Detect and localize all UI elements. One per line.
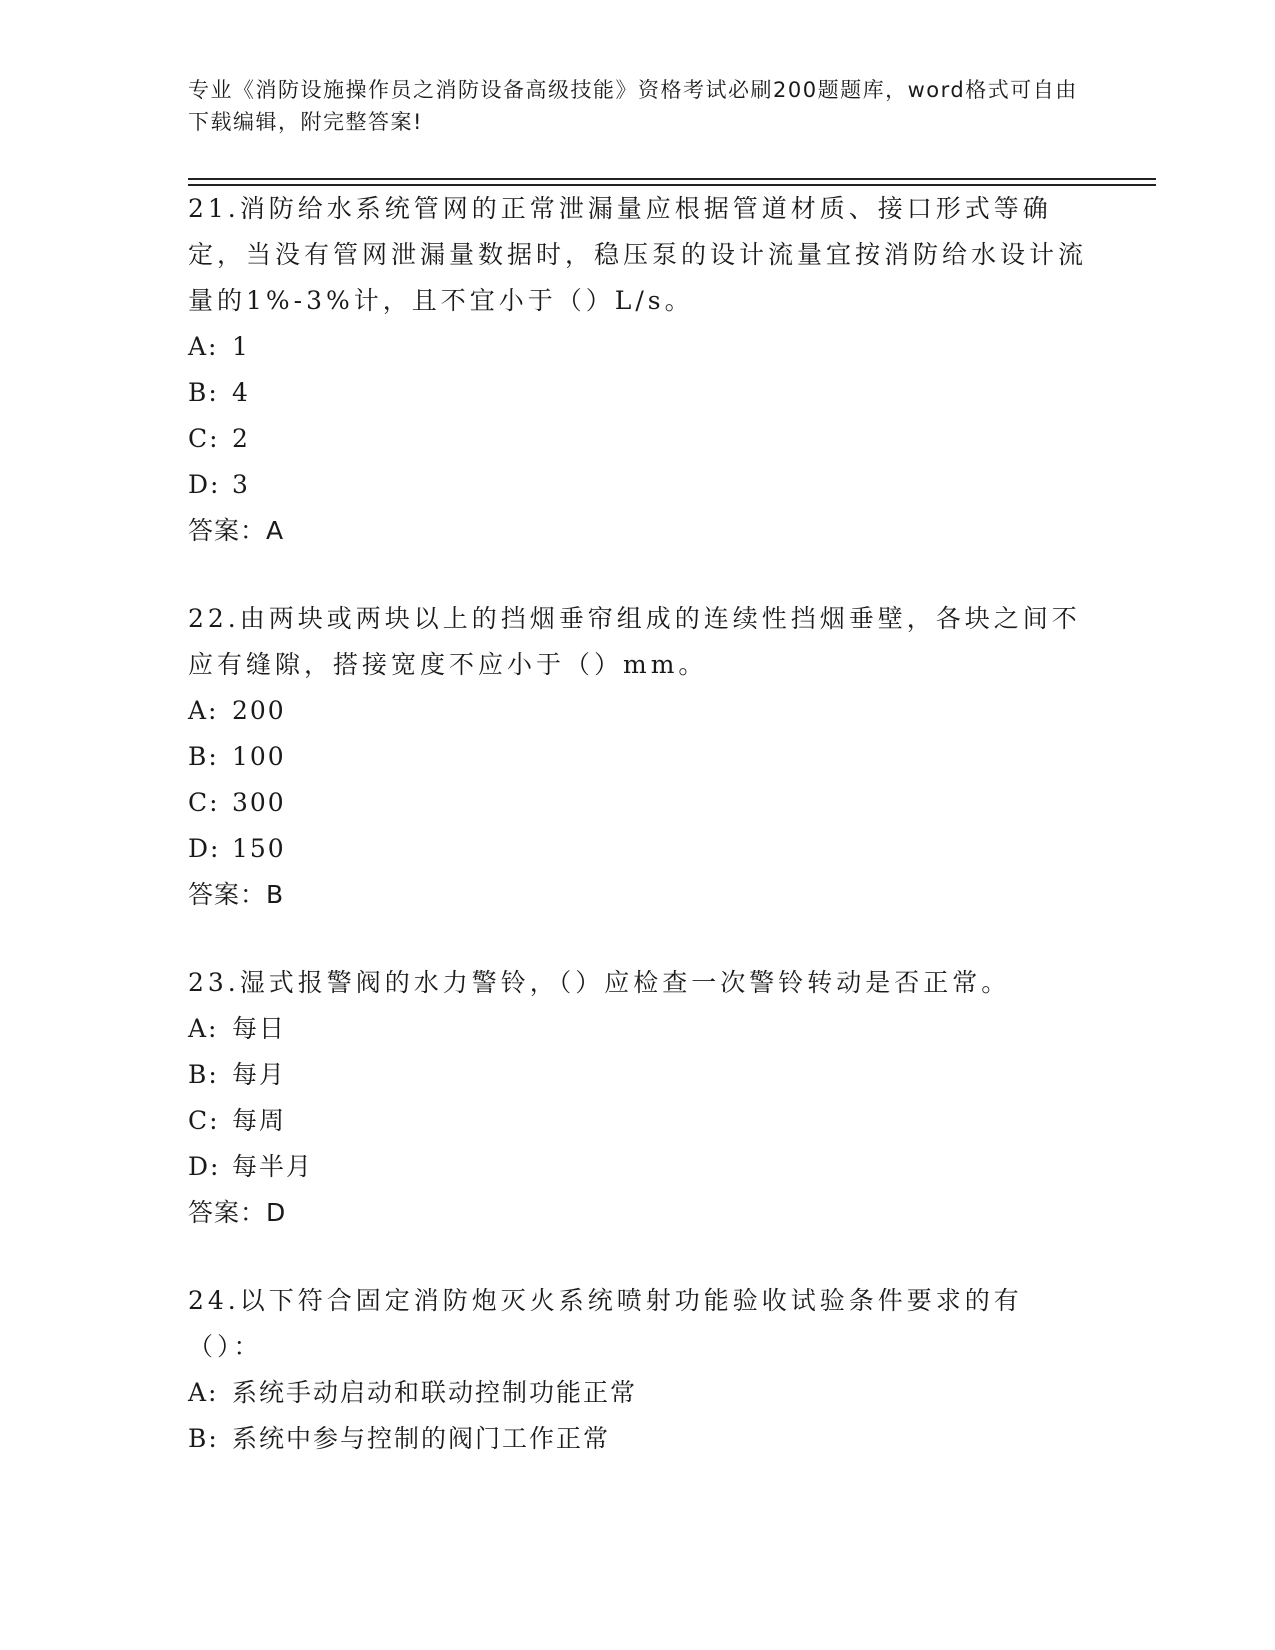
question-22 [188, 596, 1088, 918]
option-b [188, 1416, 1088, 1462]
question-list [188, 186, 1088, 1504]
option-b [188, 370, 1088, 416]
option-d [188, 462, 1088, 508]
option-d [188, 1144, 1088, 1190]
question-23 [188, 960, 1088, 1236]
option-a [188, 1006, 1088, 1052]
question-stem: 21.消防给水系统管网的正常泄漏量应根据管道材质、接口形式等确定，当没有管网泄漏量数据时，稳压泵的设计流量宜按消防给水设计流量的1%-3%计，且不宜小于（）L/s。 [188, 194, 1088, 315]
question-24 [188, 1278, 1088, 1462]
option-b [188, 734, 1088, 780]
option-text: 300 [232, 788, 286, 817]
option-a [188, 324, 1088, 370]
option-key: A: [188, 696, 219, 725]
question-stem: 22.由两块或两块以上的挡烟垂帘组成的连续性挡烟垂壁，各块之间不应有缝隙，搭接宽度不应小于（）mm。 [188, 604, 1081, 679]
option-c [188, 780, 1088, 826]
option-text: 150 [232, 834, 286, 863]
question-21 [188, 186, 1088, 554]
option-key: C: [188, 424, 220, 453]
option-key: B: [188, 1424, 219, 1453]
option-d [188, 826, 1088, 872]
option-key: B: [188, 742, 219, 771]
option-key: D: [188, 1152, 221, 1181]
option-text: 2 [232, 424, 250, 453]
option-text: 100 [232, 742, 286, 771]
option-key: D: [188, 470, 221, 499]
option-key: A: [188, 332, 219, 361]
option-text: 每日 [232, 1014, 287, 1043]
option-text: 3 [232, 470, 250, 499]
option-text: 系统手动启动和联动控制功能正常 [232, 1378, 638, 1407]
option-text: 200 [232, 696, 286, 725]
option-text: 1 [232, 332, 250, 361]
answer-line: 答案：A [188, 516, 285, 545]
question-stem: 24.以下符合固定消防炮灭火系统喷射功能验收试验条件要求的有（）： [188, 1286, 1023, 1361]
option-key: B: [188, 1060, 219, 1089]
header-divider-top [188, 178, 1156, 180]
option-key: A: [188, 1014, 219, 1043]
option-key: A: [188, 1378, 219, 1407]
option-text: 每周 [232, 1106, 287, 1135]
option-a [188, 688, 1088, 734]
option-b [188, 1052, 1088, 1098]
option-a [188, 1370, 1088, 1416]
option-c [188, 1098, 1088, 1144]
document-header: 专业《消防设施操作员之消防设备高级技能》资格考试必刷200题题库，word格式可自由下载编辑，附完整答案! [188, 78, 1078, 134]
option-key: D: [188, 834, 221, 863]
answer-line: 答案：B [188, 880, 285, 909]
option-key: C: [188, 1106, 220, 1135]
option-key: C: [188, 788, 220, 817]
option-key: B: [188, 378, 219, 407]
option-text: 系统中参与控制的阀门工作正常 [232, 1424, 611, 1453]
option-text: 4 [232, 378, 250, 407]
option-text: 每月 [232, 1060, 287, 1089]
option-text: 每半月 [232, 1152, 314, 1181]
answer-line: 答案：D [188, 1198, 287, 1227]
option-c [188, 416, 1088, 462]
question-stem: 23.湿式报警阀的水力警铃，（）应检查一次警铃转动是否正常。 [188, 968, 1011, 997]
